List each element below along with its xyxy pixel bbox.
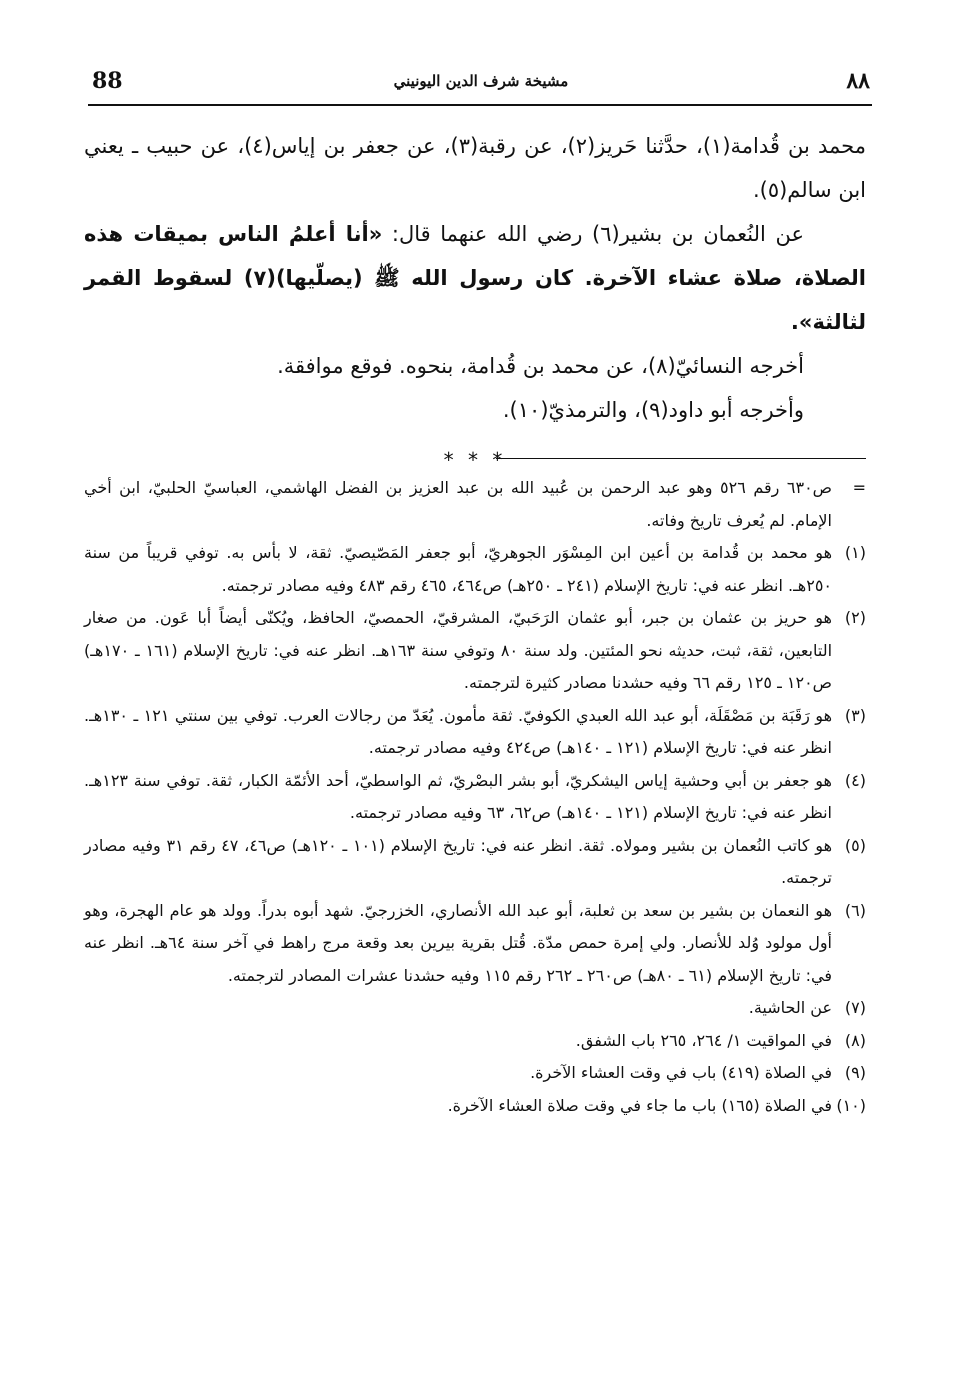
footnote-number: (٧) <box>844 998 866 1017</box>
page-header <box>92 68 870 104</box>
footnote-number: (٢) <box>844 608 866 627</box>
footnote-1 <box>84 537 866 602</box>
footnote-number: (٥) <box>844 835 866 855</box>
takhrij-nasai: أخرجه النسائيّ(٨)، عن محمد بن قُدامة، بنحوه. فوقع موافقة. <box>277 354 804 378</box>
page-number-arabic: ٨٨ <box>846 68 870 94</box>
hadith-text: «أنا أعلمُ الناس بميقات هذه الصلاة، صلاة عشاء الآخرة. كان رسول الله ﷺ (يصلّيها)(٧) لسقوط القمر لثالثة». <box>84 222 866 334</box>
footnote-text: في المواقيت ١/ ٢٦٤، ٢٦٥ باب الشفق. <box>575 1030 832 1050</box>
footnote-text: في الصلاة (٤١٩) باب في وقت العشاء الآخرة. <box>530 1063 832 1082</box>
footnote-3 <box>84 700 866 765</box>
footnote-number: (١٠) <box>836 1095 866 1115</box>
footnote-text: في الصلاة (١٦٥) باب ما جاء في وقت صلاة العشاء الآخرة. <box>447 1095 832 1115</box>
footnote-number: (٩) <box>844 1063 866 1082</box>
footnote-number: (٤) <box>844 770 866 790</box>
footnote-rule <box>496 458 866 459</box>
hadith-paragraph <box>84 212 866 344</box>
page-number-latin: 88 <box>92 68 123 94</box>
footnote-9 <box>84 1057 866 1090</box>
footnote-5 <box>84 830 866 895</box>
footnote-10 <box>84 1090 866 1123</box>
footnote-text: هو حريز بن عثمان بن جبر، أبو عثمان الرَحَبيّ، المشرقيّ، الحمصيّ، الحافظ، ويُكنّى أيضاً أبا عَون. من صغار التابعين، ثقة، ثبت، حديثه نحو المئتين. ولد سنة ٨٠ وتوفي سنة ١٦٣هـ. انظر عنه في: تاريخ الإسلام (١٦١ ـ ١٧٠هـ) ص١٢٠ ـ ١٢٥ رقم ٦٦ وفيه حشدنا مصادر كثيرة لترجمته. <box>84 608 833 692</box>
footnote-text: هو رَقَبَة بن مَصْقَلَة، أبو عبد الله العبدي الكوفيّ. ثقة مأمون. يُعَدّ من رجالات العرب. توفي بين سنتي ١٢١ ـ ١٣٠هـ. انظر عنه في: تاريخ الإسلام (١٢١ ـ ١٤٠هـ) ص٤٢٤ وفيه مصادر ترجمته. <box>84 705 833 757</box>
main-text <box>84 124 866 482</box>
footnote-text: هو كاتب النُعمان بن بشير ومولاه. ثقة. انظر عنه في: تاريخ الإسلام (١٠١ ـ ١٢٠هـ) ص٤٦، ٤٧ رقم ٣١ وفيه مصادر ترجمته. <box>84 835 832 887</box>
footnote-text: ص٦٣٠ رقم ٥٢٦ وهو عبد الرحمن بن عُبيد الله بن عبد العزيز بن الفضل الهاشمي، العباسيّ الحلبيّ، ابن أخي الإمام. لم يُعرف تاريخ وفاته. <box>84 478 832 530</box>
footnote-2 <box>84 602 866 700</box>
section-divider-stars: * * * <box>443 448 507 472</box>
footnote-6 <box>84 895 866 993</box>
footnote-number: (١) <box>844 543 866 562</box>
footnote-7 <box>84 992 866 1025</box>
takhrij-abu-dawud: وأخرجه أبو داود(٩)، والترمذيّ(١٠). <box>502 398 804 422</box>
footnote-text: عن الحاشية. <box>748 998 832 1017</box>
footnote-number: = <box>852 478 866 497</box>
footnotes <box>84 472 866 1122</box>
footnote-text: هو جعفر بن أبي وحشية إياس اليشكريّ، أبو بشر البصْريّ، ثم الواسطيّ، أحد الأئمّة الكبار، ثقة. توفي سنة ١٢٣هـ. انظر عنه في: تاريخ الإسلام (١٢١ ـ ١٤٠هـ) ص٦٢، ٦٣ وفيه مصادر ترجمته. <box>84 770 832 822</box>
hadith-intro: عن النُعمان بن بشير(٦) رضي الله عنهما قال: <box>382 222 804 246</box>
isnad-paragraph: محمد بن قُدامة(١)، حدَّثنا حَريز(٢)، عن رقبة(٣)، عن جعفر بن إياس(٤)، عن حبيب ـ يعني ابن سالم(٥). <box>84 134 866 202</box>
footnote-number: (٦) <box>844 900 866 920</box>
running-title: مشيخة شرف الدين اليونيني <box>393 72 569 90</box>
footnote-number: (٨) <box>844 1030 866 1050</box>
footnote-text: هو محمد بن قُدامة بن أعين ابن المِسْوَر الجوهريّ، أبو جعفر المَصّيصيّ. ثقة، لا بأس به. توفي قريباً من سنة ٢٥٠هـ. انظر عنه في: تاريخ الإسلام (٢٤١ ـ ٢٥٠هـ) ص٤٦٤، ٤٦٥ رقم ٤٨٣ وفيه مصادر ترجمته. <box>84 543 832 595</box>
footnote-4 <box>84 765 866 830</box>
footnote-continued <box>84 472 866 537</box>
header-rule <box>88 104 872 106</box>
footnote-8 <box>84 1025 866 1058</box>
footnote-text: هو النعمان بن بشير بن سعد بن ثعلبة، أبو عبد الله الأنصاري، الخزرجيّ. شهد أبوه بدراً. وولد هو عام الهجرة، وهو أول مولود وُلد للأنصار. ولي إمرة حمص مدّة. قُتل بقرية بيرين بعد وقعة مرج راهط في آخر سنة ٦٤هـ. انظر عنه في: تاريخ الإسلام (٦١ ـ ٨٠هـ) ص٢٦٠ ـ ٢٦٢ رقم ١١٥ وفيه حشدنا عشرات المصادر لترجمته. <box>84 900 833 985</box>
footnote-number: (٣) <box>844 705 867 725</box>
